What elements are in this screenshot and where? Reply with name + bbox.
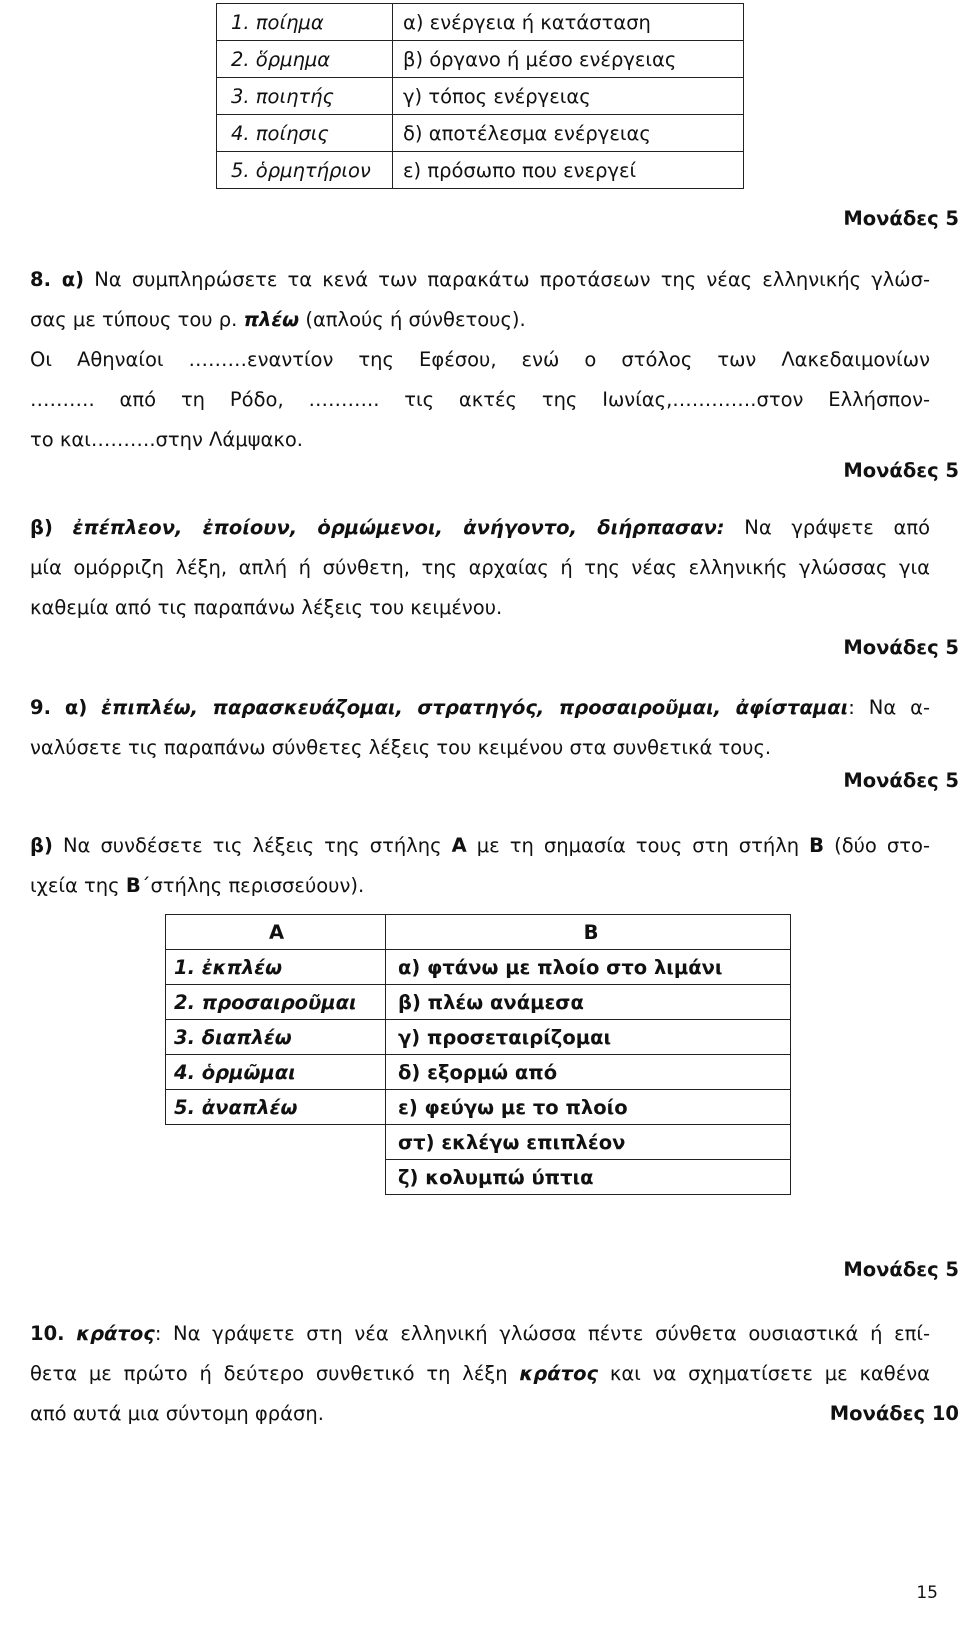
marks-label: Μονάδες 5 xyxy=(843,1258,959,1281)
table-cell-right: γ) προσεταιρίζομαι xyxy=(386,1020,791,1055)
table-cell-left: 4. ὁρμῶμαι xyxy=(166,1055,386,1090)
table-cell-right: β) πλέω ανάμεσα xyxy=(386,985,791,1020)
q8b-text: Να γράψετε από xyxy=(744,516,930,539)
q10-line-3: από αυτά μια σύντομη φράση. xyxy=(30,1402,324,1425)
q8b-label: β) xyxy=(30,516,53,539)
column-header-a: Α xyxy=(166,915,386,950)
table-cell-left: 2. προσαιροῦμαι xyxy=(166,985,386,1020)
q9b-text: ΄στήλης περισσεύουν). xyxy=(140,874,365,897)
table-cell-right: γ) τόπος ενέργειας xyxy=(393,78,744,115)
table-header-row xyxy=(166,915,791,950)
q9b-label: β) xyxy=(30,834,53,857)
table-row xyxy=(166,1125,791,1160)
q9a-label: α) xyxy=(64,696,88,719)
q9b-text: (δύο στο- xyxy=(834,834,930,857)
q8b-keywords: ἐπέπλεον, ἐποίουν, ὁρμώμενοι, ἀνήγοντο, διήρπασαν: xyxy=(72,516,725,539)
q10-line-2 xyxy=(30,1360,930,1388)
table-row xyxy=(166,985,791,1020)
marks-label: Μονάδες 5 xyxy=(843,459,959,482)
table-cell-left: 3. διαπλέω xyxy=(166,1020,386,1055)
q8b-line-2: μία ομόρριζη λέξη, απλή ή σύνθετη, της αρχαίας ή της νέας ελληνικής γλώσσας για xyxy=(30,556,930,579)
q10-text: : Να γράψετε στη νέα ελληνική γλώσσα πέντε σύνθετα ουσιαστικά ή επί- xyxy=(154,1322,931,1345)
table-cell-left: 5. ὁρμητήριον xyxy=(217,152,393,189)
q10-keyword: κράτος xyxy=(519,1362,599,1385)
q8a-text: Να συμπληρώσετε τα κενά των παρακάτω προτάσεων της νέας ελληνικής γλώσ- xyxy=(94,268,931,291)
q10-text: και να σχηματίσετε με καθένα xyxy=(609,1362,931,1385)
q10-number: 10. xyxy=(30,1322,65,1345)
q9a-line-1 xyxy=(30,694,930,722)
marks-label: Μονάδες 5 xyxy=(843,769,959,792)
q9b-text: Να συνδέσετε τις λέξεις της στήλης xyxy=(62,834,442,857)
table-cell-right: α) ενέργεια ή κατάσταση xyxy=(393,4,744,41)
table-cell-left: 1. ποίημα xyxy=(217,4,393,41)
column-header-b: Β xyxy=(386,915,791,950)
marks-label: Μονάδες 5 xyxy=(843,636,959,659)
q9a-text: : Να α- xyxy=(848,696,930,719)
q9b-text: με τη σημασία τους στη στήλη xyxy=(476,834,800,857)
q10-keyword: κράτος xyxy=(76,1322,155,1345)
q8a-number: 8. α) xyxy=(30,268,85,291)
table-cell-right: β) όργανο ή μέσο ενέργειας xyxy=(393,41,744,78)
table-row xyxy=(166,1055,791,1090)
q9b-line-2 xyxy=(30,872,930,900)
matching-table-2 xyxy=(165,914,791,1195)
q8a-keyword: πλέω xyxy=(243,308,300,331)
page-number: 15 xyxy=(916,1583,938,1603)
table-row xyxy=(166,1090,791,1125)
q9b-text: ιχεία της xyxy=(30,874,120,897)
table-cell-right: δ) αποτέλεσμα ενέργειας xyxy=(393,115,744,152)
table-cell-left: 1. ἐκπλέω xyxy=(166,950,386,985)
q8a-line-4: ………. από τη Ρόδο, ……….. τις ακτές της Ιωνίας,………….στον Ελλήσπον- xyxy=(30,388,930,411)
table-cell-right: α) φτάνω με πλοίο στο λιμάνι xyxy=(386,950,791,985)
table-cell-right: ε) πρόσωπο που ενεργεί xyxy=(393,152,744,189)
q8a-text: (απλούς ή σύνθετους). xyxy=(305,308,526,331)
table-cell-right: στ) εκλέγω επιπλέον xyxy=(386,1125,791,1160)
q8a-text: σας με τύπους του ρ. xyxy=(30,308,238,331)
q8a-line-3: Οι Αθηναίοι ………εναντίον της Εφέσου, ενώ ο στόλος των Λακεδαιμονίων xyxy=(30,348,930,371)
q8b-line-3: καθεμία από τις παραπάνω λέξεις του κειμένου. xyxy=(30,596,503,619)
q10-text: θετα με πρώτο ή δεύτερο συνθετικό τη λέξη xyxy=(30,1362,508,1385)
q9a-line-2: ναλύσετε τις παραπάνω σύνθετες λέξεις του κειμένου στα συνθετικά τους. xyxy=(30,736,772,759)
table-row xyxy=(217,4,744,41)
column-b-ref: Β xyxy=(125,874,141,897)
q8b-line-1 xyxy=(30,514,930,542)
marks-label: Μονάδες 5 xyxy=(843,207,959,230)
table-row xyxy=(166,1020,791,1055)
q9b-line-1 xyxy=(30,832,930,860)
table-cell-left: 5. ἀναπλέω xyxy=(166,1090,386,1125)
q8a-line-2 xyxy=(30,306,930,334)
table-cell-left xyxy=(166,1125,386,1160)
q10-line-1 xyxy=(30,1320,930,1348)
table-cell-right: δ) εξορμώ από xyxy=(386,1055,791,1090)
table-cell-right: ζ) κολυμπώ ύπτια xyxy=(386,1160,791,1195)
marks-label: Μονάδες 10 xyxy=(829,1402,959,1425)
matching-table-1 xyxy=(216,3,744,189)
q8a-line-1 xyxy=(30,266,930,294)
table-row xyxy=(166,1160,791,1195)
table-row xyxy=(217,41,744,78)
table-cell-left: 4. ποίησις xyxy=(217,115,393,152)
column-b-ref: Β xyxy=(809,834,825,857)
table-row xyxy=(217,152,744,189)
table-row xyxy=(217,115,744,152)
table-cell-left: 2. ὅρμημα xyxy=(217,41,393,78)
table-row xyxy=(166,950,791,985)
q9-number: 9. xyxy=(30,696,51,719)
table-row xyxy=(217,78,744,115)
table-cell-right: ε) φεύγω με το πλοίο xyxy=(386,1090,791,1125)
column-a-ref: Α xyxy=(451,834,467,857)
table-cell-left xyxy=(166,1160,386,1195)
q9a-keywords: ἐπιπλέω, παρασκευάζομαι, στρατηγός, προσαιροῦμαι, ἀφίσταμαι xyxy=(101,696,849,719)
q8a-line-5: το και……….στην Λάμψακο. xyxy=(30,428,303,451)
table-cell-left: 3. ποιητής xyxy=(217,78,393,115)
